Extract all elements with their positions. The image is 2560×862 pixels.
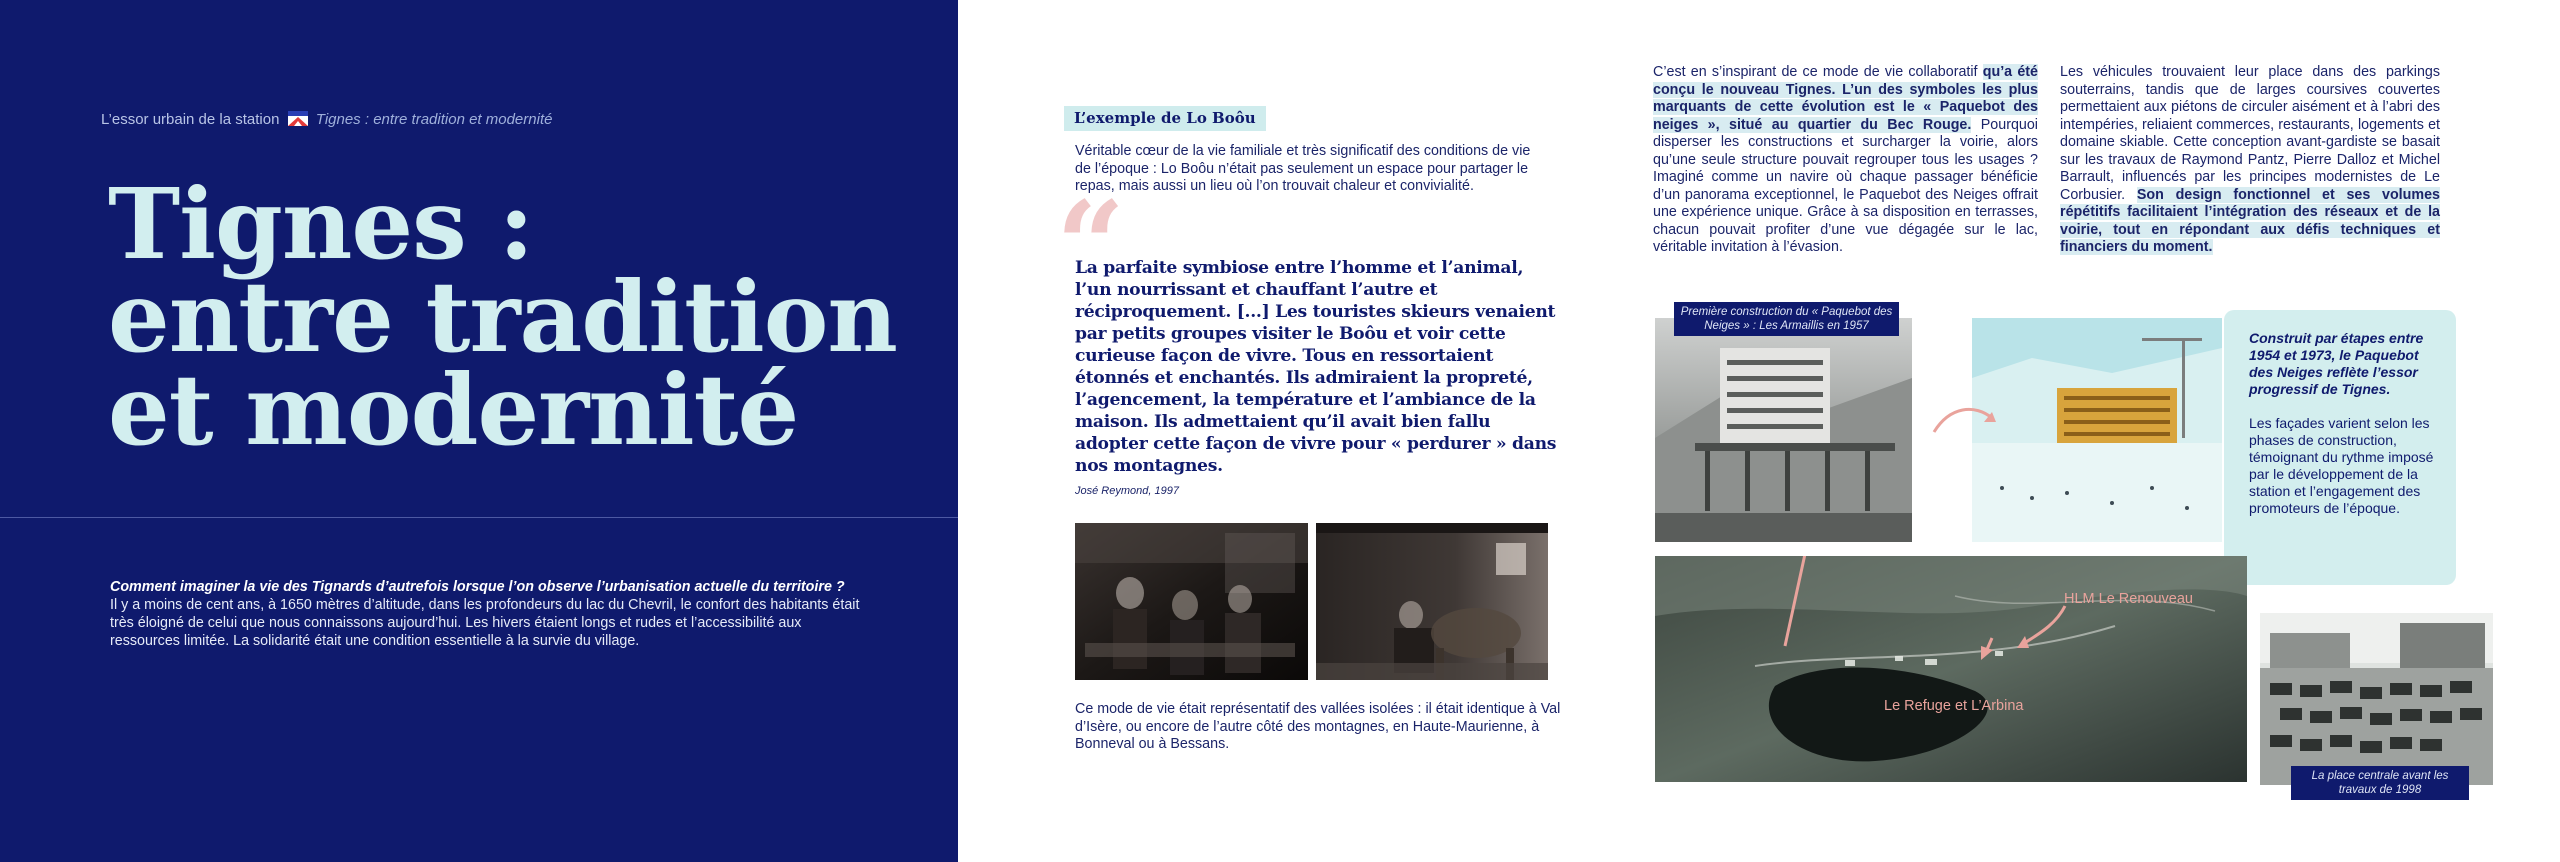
caption-armaillis: Première construction du « Paquebot des Neiges » : Les Armaillis en 1957 [1674, 302, 1899, 336]
tignes-logo-icon [288, 111, 308, 126]
paquebot-text-column-2 [2060, 64, 2440, 257]
title-line-1: Tignes : [108, 167, 534, 281]
boou-interior-photo-2 [1316, 523, 1548, 680]
section-divider [0, 517, 958, 518]
place-centrale-photo [2260, 613, 2493, 785]
title-line-2: entre tradition [108, 260, 897, 374]
paquebot-color-photo [1972, 318, 2222, 542]
page-title [108, 167, 897, 467]
paquebot-text-column-1 [1653, 64, 2038, 257]
callout-title: Construit par étapes entre 1954 et 1973, le Paquebot des Neiges reflète l’essor progressif de Tignes. [2249, 330, 2424, 397]
map-label-refuge: Le Refuge et L’Arbina [1884, 698, 2024, 714]
title-line-3: et modernité [108, 353, 799, 467]
intro-paragraph [110, 578, 866, 650]
boou-interior-photo-1 [1075, 523, 1308, 680]
breadcrumb [101, 111, 552, 128]
intro-question: Comment imaginer la vie des Tignards d’autrefois lorsque l’on observe l’urbanisation actuelle du territoire ? [110, 579, 845, 595]
aerial-lake-photo [1655, 556, 2247, 782]
quote-author: José Reymond, 1997 [1075, 485, 1179, 497]
quote-mark-icon: “ [1056, 175, 1126, 316]
breadcrumb-chapter: Tignes : entre tradition et modernité [315, 111, 553, 128]
caption-place-centrale: La place centrale avant les travaux de 1998 [2291, 766, 2469, 800]
breadcrumb-section: L’essor urbain de la station [101, 111, 280, 128]
cover-panel [0, 0, 958, 862]
callout-body: Les façades varient selon les phases de construction, témoignant du rythme imposé par le développement de la station et l’engagement des promoteurs de l’époque. [2249, 415, 2434, 516]
design-highlight: Son design fonctionnel et ses volumes répétitifs facilitaient l’intégration des réseaux et de la voirie, tout en répondant aux défis techniques et financiers du moment. [2060, 186, 2440, 255]
lo-boou-paragraph: Véritable cœur de la vie familiale et très significatif des conditions de vie de l’époque : Lo Boôu n’était pas seulement un espace pour partager le repas, mais aussi un lieu où l’on trouvait chaleur et convivialité. [1075, 143, 1531, 194]
armaillis-construction-photo [1655, 318, 1912, 542]
lo-boou-heading: L’exemple de Lo Boôu [1064, 106, 1266, 131]
paquebot-highlight: qu’a été conçu le nouveau Tignes. L’un des symboles les plus marquants de cette évolution est le « Paquebot des neiges », situé au quartier du Bec Rouge. [1653, 64, 2038, 133]
paquebot-callout [2224, 310, 2456, 585]
pull-quote: La parfaite symbiose entre l’homme et l’animal, l’un nourrissant et chauffant l’autre et réciproquement. [...] Les touristes skieurs venaient par petits groupes visiter le Boôu et voir cette curieuse façon de vivre. Tous en ressortaient étonnés et enchantés. Ils admiraient la propreté, l’agencement, la température et l’ambiance de la maison. Ils admettaient qu’il avait bien fallu adopter cette façon de vivre pour « perdurer » dans nos montagnes. [1075, 258, 1557, 476]
design-body: Les véhicules trouvaient leur place dans des parkings souterrains, tandis que de larges coursives couvertes permettaient aux piétons de circuler aisément et à l’abri des intempéries, reliaient commerces, restaurants, logements et domaine skiable. Cette conception avant-gardiste se basait sur les travaux de Raymond Pantz, Pierre Dalloz et Michel Barrault, influencés par les principes modernistes de Le Corbusier. [2060, 64, 2440, 203]
isolated-valleys-paragraph: Ce mode de vie était représentatif des vallées isolées : il était identique à Val d’Isère, ou encore de l’autre côté des montagnes, en Haute-Maurienne, à Bonneval ou à Bessans. [1075, 701, 1561, 752]
intro-body: Il y a moins de cent ans, à 1650 mètres d’altitude, dans les profondeurs du lac du Chevril, le confort des habitants était très éloigné de celui que nous connaissons aujourd’hui. Les hivers étaient longs et rudes et l’accessibilité aux ressources limitée. La solidarité était une condition essentielle à la survie du village. [110, 597, 860, 649]
paquebot-body: Pourquoi disperser les constructions et surcharger la voirie, alors qu’une seule structure pouvait regrouper tous les usages ? Imaginé comme un navire où chaque passager bénéficie d’un panorama exceptionnel, le Paquebot des Neiges offrait une expérience unique. Grâce à sa disposition en terrasses, chacun pouvait profiter d’une vue dégagée sur le lac, véritable invitation à l’évasion. [1653, 116, 2038, 255]
map-label-hlm: HLM Le Renouveau [2064, 591, 2193, 607]
paquebot-intro: C’est en s’inspirant de ce mode de vie collaboratif [1653, 64, 1978, 80]
arrow-icon [1930, 400, 2000, 440]
